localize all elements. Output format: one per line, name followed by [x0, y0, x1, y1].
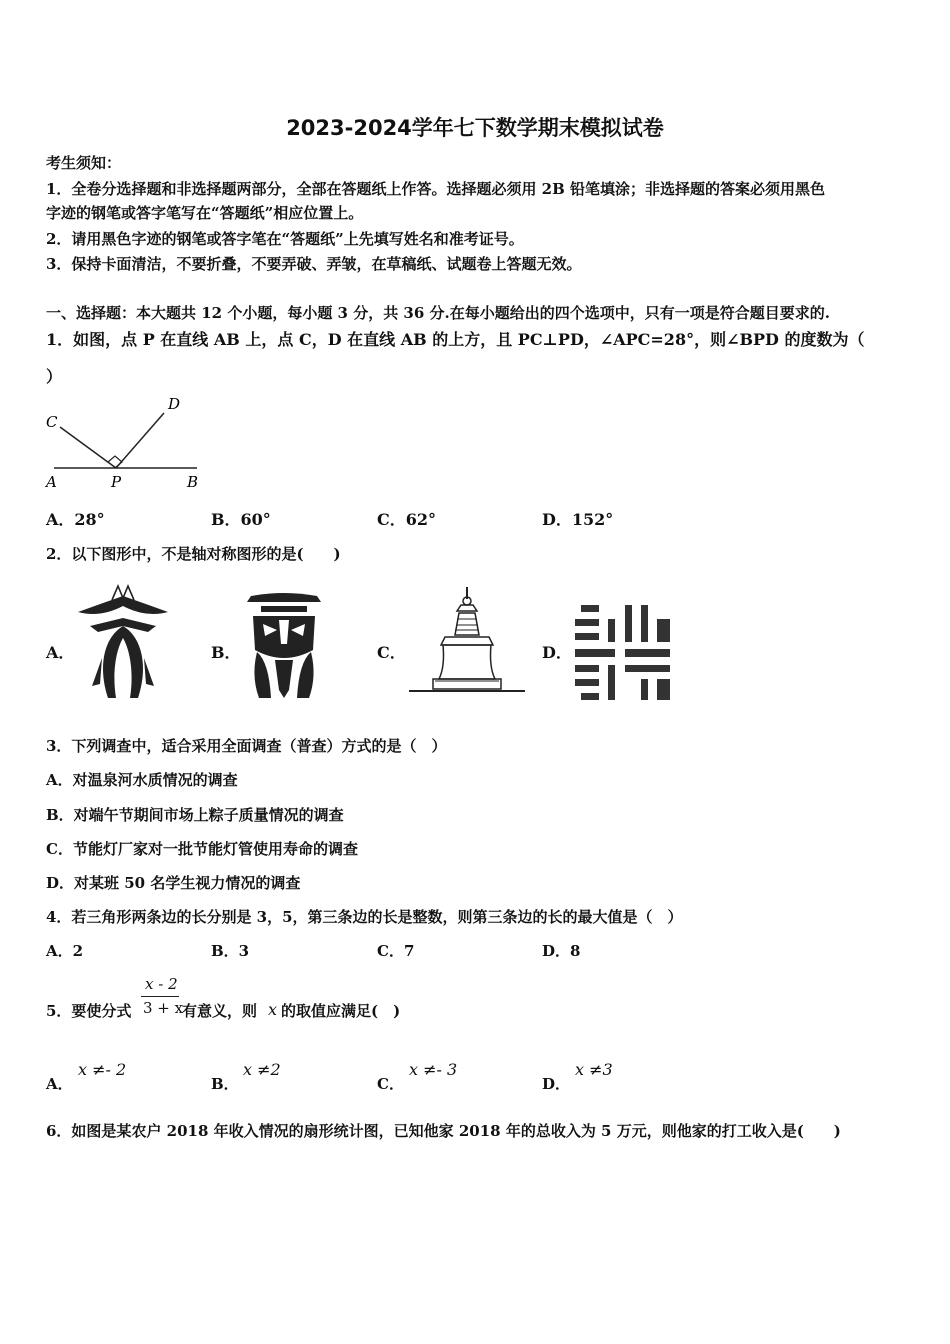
q5-option-b-math: x ≠2 [243, 1060, 281, 1079]
q1-text-line1: 1．如图，点 P 在直线 AB 上，点 C，D 在直线 AB 的上方，且 PC⊥PD，∠APC=28°，则∠BPD 的度数为（ [46, 330, 865, 349]
q1-option-d[interactable]: D．152° [542, 510, 614, 529]
q4-option-c[interactable]: C．7 [377, 942, 415, 960]
q4-option-d[interactable]: D．8 [542, 942, 581, 960]
q2-figure-a [78, 578, 168, 700]
q1-label-p: P [111, 473, 122, 491]
q5-option-c-math: x ≠- 3 [409, 1060, 458, 1079]
q1-angle-figure [40, 395, 210, 495]
q3-option-d[interactable]: D．对某班 50 名学生视力情况的调查 [46, 874, 301, 892]
q2-figure-d [575, 605, 670, 700]
q4-text: 4．若三角形两条边的长分别是 3，5，第三条边的长是整数，则第三条边的长的最大值是（ ） [46, 908, 683, 926]
q2-figure-b [243, 590, 325, 700]
q6-text: 6．如图是某农户 2018 年收入情况的扇形统计图，已知他家 2018 年的总收入为 5 万元，则他家的打工收入是( ) [46, 1122, 841, 1140]
q5-suffix: 的取值应满足( ) [281, 1002, 401, 1020]
q5-middle: 有意义，则 [182, 1002, 258, 1020]
q5-prefix: 5．要使分式 [46, 1002, 132, 1020]
notice-item-3: 3．保持卡面清洁，不要折叠，不要弄破、弄皱，在草稿纸、试题卷上答题无效。 [46, 255, 582, 273]
q1-option-a[interactable]: A．28° [46, 510, 105, 529]
q1-option-c[interactable]: C．62° [377, 510, 437, 529]
q1-label-a: A [46, 473, 57, 491]
notice-item-2: 2．请用黑色字迹的钢笔或答字笔在“答题纸”上先填写姓名和准考证号。 [46, 230, 524, 248]
q1-option-b[interactable]: B．60° [211, 510, 271, 529]
section-1-heading: 一、选择题：本大题共 12 个小题，每小题 3 分，共 36 分.在每小题给出的四个选项中，只有一项是符合题目要求的. [46, 304, 830, 322]
q3-option-b[interactable]: B．对端午节期间市场上粽子质量情况的调查 [46, 806, 344, 824]
q2-option-c[interactable]: C． [377, 643, 406, 662]
q4-option-b[interactable]: B．3 [211, 942, 250, 960]
q5-fraction-bar [141, 996, 179, 997]
notice-item-1-line2: 字迹的钢笔或答字笔写在“答题纸”相应位置上。 [46, 204, 364, 222]
q1-label-d: D [168, 395, 181, 413]
q5-option-b-letter[interactable]: B． [211, 1075, 239, 1093]
q1-label-c: C [46, 413, 58, 431]
q2-text: 2．以下图形中，不是轴对称图形的是( ) [46, 545, 341, 563]
q2-option-a[interactable]: A． [46, 643, 75, 662]
q5-option-d-math: x ≠3 [575, 1060, 613, 1079]
q3-text: 3．下列调查中，适合采用全面调查（普查）方式的是（ ） [46, 737, 447, 755]
q5-fraction-numerator: x - 2 [145, 975, 178, 993]
q5-option-c-letter[interactable]: C． [377, 1075, 404, 1093]
q2-option-b[interactable]: B． [211, 643, 241, 662]
q5-option-d-letter[interactable]: D． [542, 1075, 571, 1093]
q5-option-a-math: x ≠- 2 [78, 1060, 127, 1079]
q3-option-c[interactable]: C．节能灯厂家对一批节能灯管使用寿命的调查 [46, 840, 358, 858]
q5-fraction-denominator: 3 + x [143, 999, 184, 1017]
q5-variable: x [268, 1000, 278, 1019]
q1-text-line2: ） [46, 367, 63, 386]
q2-option-d[interactable]: D． [542, 643, 572, 662]
q1-label-b: B [187, 473, 199, 491]
notice-heading: 考生须知： [46, 154, 122, 172]
q4-option-a[interactable]: A．2 [46, 942, 84, 960]
notice-item-1-line1: 1．全卷分选择题和非选择题两部分，全部在答题纸上作答。选择题必须用 2B 铅笔填涂；非选择题的答案必须用黑色 [46, 180, 826, 198]
q3-option-a[interactable]: A．对温泉河水质情况的调查 [46, 771, 238, 789]
q5-option-a-letter[interactable]: A． [46, 1075, 73, 1093]
page-title: 2023-2024学年七下数学期末模拟试卷 [286, 116, 664, 140]
q2-figure-c [407, 587, 527, 699]
